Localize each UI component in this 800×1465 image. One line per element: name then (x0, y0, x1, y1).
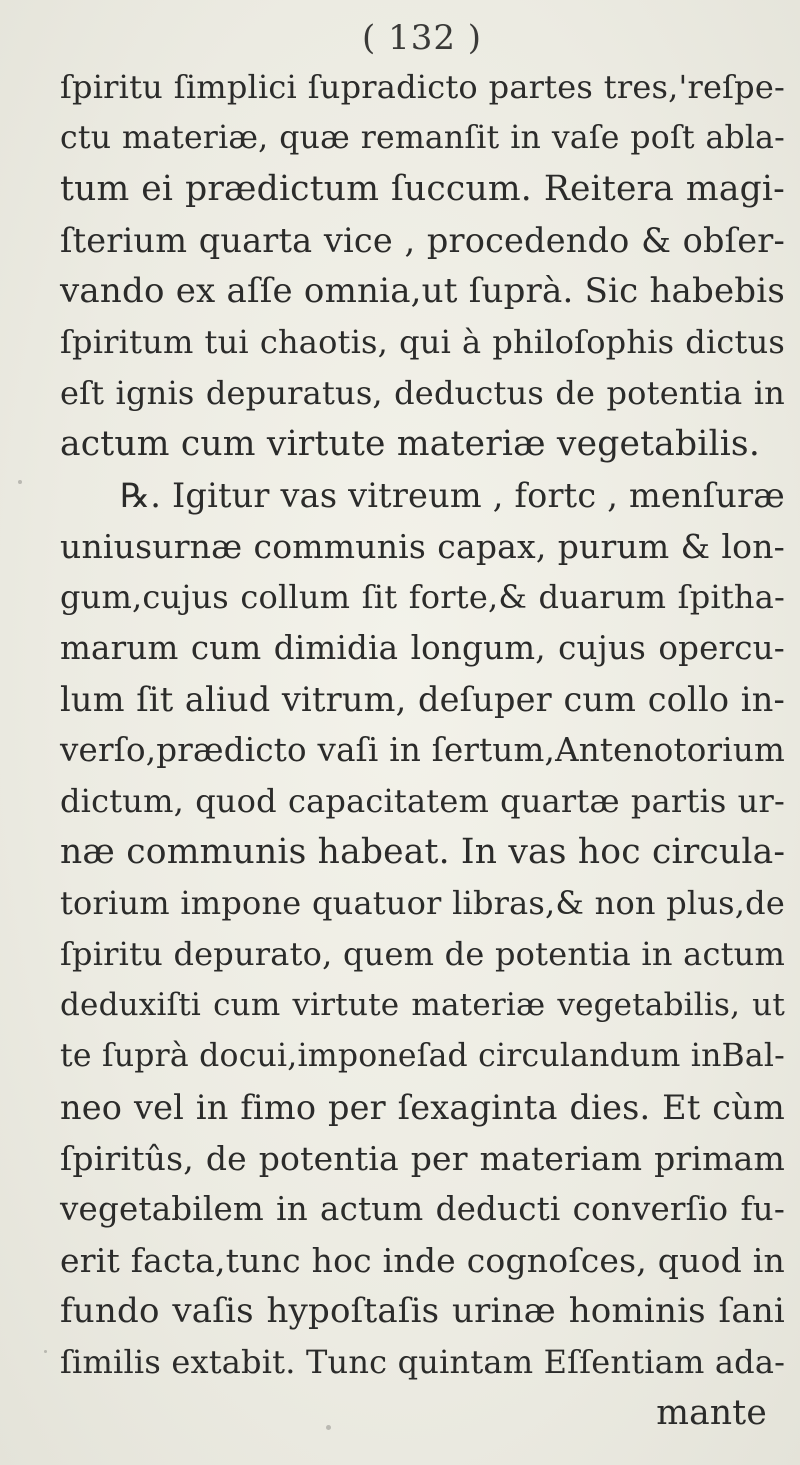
text-line: ſterium quarta vice , procedendo & obſer- (60, 221, 785, 260)
text-line: ſpiritu depurato, quem de potentia in actum (60, 935, 785, 973)
text-line: dictum, quod capacitatem quartæ partis ur- (60, 782, 785, 820)
text-line: ſimilis extabit. Tunc quintam Eſſentiam ada- (60, 1343, 786, 1381)
text-line: tum ei prædictum ſuccum. Reitera magi- (60, 169, 785, 209)
text-line: ſpiritûs, de potentia per materiam primam (60, 1139, 785, 1178)
catchword: mante (656, 1393, 767, 1433)
body-text (60, 62, 785, 1439)
text-line: eſt ignis depuratus, deductus de potentia in (60, 374, 785, 412)
text-line: vando ex aſſe omnia,ut ſuprà. Sic habebis (60, 271, 785, 311)
text-line: gum,cujus collum ſit forte,& duarum ſpitha- (60, 578, 785, 616)
text-line: uniusurnæ communis capax, purum & lon- (60, 527, 785, 566)
page-number: ( 132 ) (362, 18, 483, 58)
text-line: fundo vaſis hypoſtaſis urinæ hominis ſani (60, 1291, 785, 1331)
paper-speck (44, 1350, 47, 1353)
text-line: ſpiritum tui chaotis, qui à philoſophis dictus (60, 323, 785, 361)
text-line: verſo,prædicto vaſi in ſertum,Antenotorium (60, 731, 785, 769)
text-line: vegetabilem in actum deducti converſio fu- (60, 1190, 785, 1228)
text-line: erit facta,tunc hoc inde cognoſces, quod in (60, 1241, 785, 1280)
paper-speck (326, 1425, 331, 1430)
text-line: lum ſit aliud vitrum, deſuper cum collo in- (60, 680, 785, 719)
text-line: ſpiritu ſimplici ſupradicto partes tres,'reſpe- (60, 68, 785, 106)
paper-speck (18, 480, 22, 484)
text-line: marum cum dimidia longum, cujus opercu- (60, 629, 785, 667)
text-line: ctu materiæ, quæ remanſit in vaſe poſt abla- (60, 120, 785, 156)
text-line: actum cum virtute materiæ vegetabilis. (60, 424, 761, 464)
text-line: deduxiſti cum virtute materiæ vegetabilis, ut (60, 987, 785, 1023)
text-line: te ſuprà docui,imponeſad circulandum inBal- (60, 1038, 785, 1074)
text-line: ℞. Igitur vas vitreum , fortc , menſuræ (120, 476, 785, 515)
text-line: neo vel in fimo per ſexaginta dies. Et cùm (60, 1088, 785, 1127)
text-line: næ communis habeat. In vas hoc circula- (60, 832, 786, 872)
text-line: torium impone quatuor libras,& non plus,de (60, 884, 785, 922)
